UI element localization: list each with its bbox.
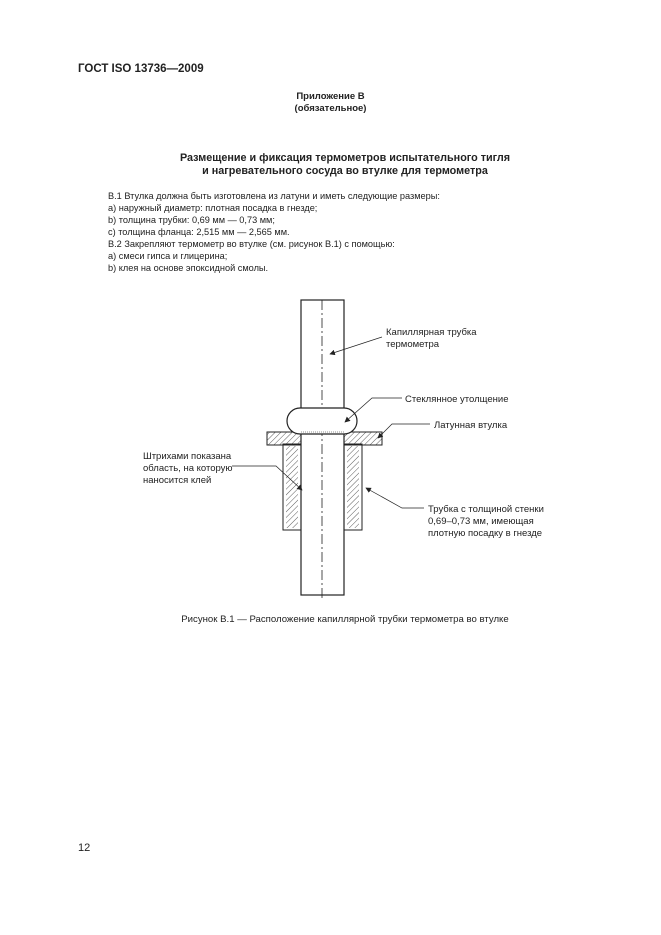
label-capillary-2: термометра	[386, 339, 440, 350]
appendix-subtitle: (обязательное)	[294, 103, 367, 114]
appendix-title: Приложение В	[296, 91, 365, 102]
list-item-a: а) наружный диаметр: плотная посадка в гнезде;	[108, 203, 318, 213]
label-tube-1: Трубка с толщиной стенки	[428, 504, 544, 515]
label-hatch-2: область, на которую	[143, 463, 233, 474]
label-glass-bulge: Стеклянное утолщение	[405, 394, 509, 405]
list-item-b: b) толщина трубки: 0,69 мм — 0,73 мм;	[108, 215, 275, 225]
list-item-a2: а) смеси гипса и глицерина;	[108, 251, 228, 261]
paragraph-b1: В.1 Втулка должна быть изготовлена из латуни и иметь следующие размеры:	[108, 191, 440, 201]
standard-header: ГОСТ ISO 13736—2009	[78, 63, 204, 75]
thermometer-sleeve-figure	[0, 290, 661, 600]
label-tube-3: плотную посадку в гнезде	[428, 528, 543, 539]
figure-caption: Рисунок В.1 — Расположение капиллярной трубки термометра во втулке	[181, 614, 509, 625]
section-title-line-1: Размещение и фиксация термометров испытательного тигля	[179, 152, 511, 164]
list-item-c: с) толщина фланца: 2,515 мм — 2,565 мм.	[108, 227, 290, 237]
paragraph-b2: В.2 Закрепляют термометр во втулке (см. рисунок В.1) с помощью:	[108, 239, 395, 249]
section-title-line-2: и нагревательного сосуда во втулке для термометра	[202, 165, 488, 177]
label-hatch-1: Штрихами показана	[143, 451, 232, 462]
list-item-b2: b) клея на основе эпоксидной смолы.	[108, 263, 269, 273]
label-capillary-1: Капиллярная трубка	[386, 327, 477, 338]
label-hatch-3: наносится клей	[143, 475, 212, 486]
label-brass-sleeve: Латунная втулка	[434, 420, 508, 431]
label-tube-2: 0,69–0,73 мм, имеющая	[428, 516, 534, 527]
capillary-tube	[301, 300, 344, 600]
page-number: 12	[78, 842, 91, 854]
